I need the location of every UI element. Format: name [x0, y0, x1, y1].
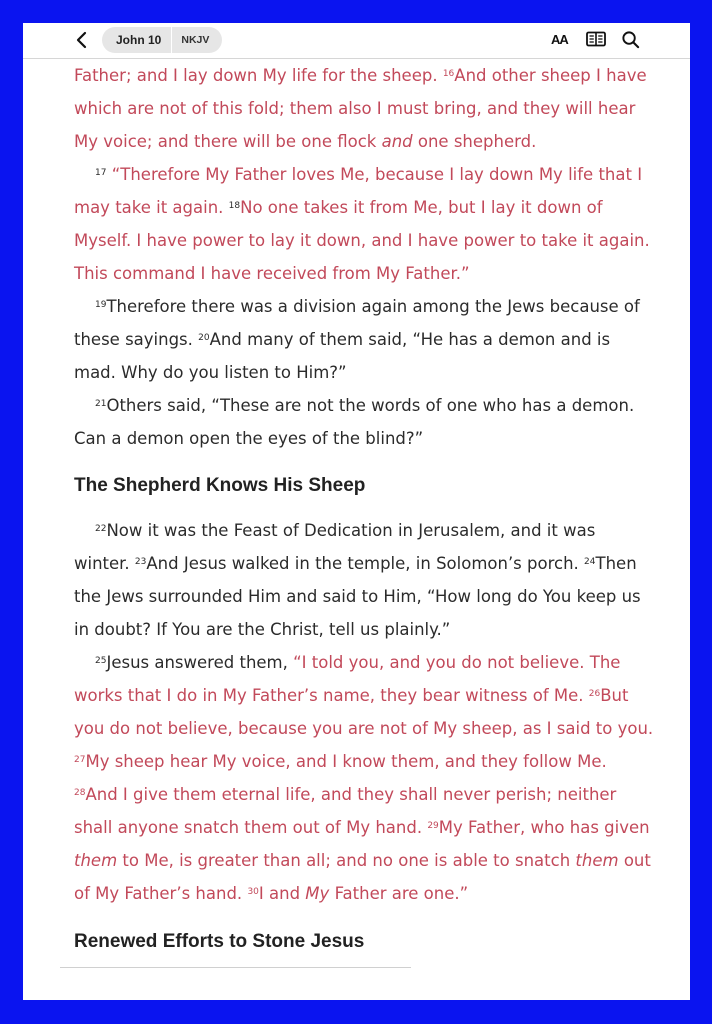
verse-number[interactable]: 27 [74, 755, 86, 765]
paragraph-verses-19-20 [74, 290, 654, 389]
verse-number[interactable]: 22 [95, 524, 107, 534]
search-icon[interactable] [621, 30, 640, 49]
version-button[interactable]: NKJV [171, 27, 222, 53]
verse-number[interactable]: 23 [134, 557, 147, 567]
verse-number[interactable]: 26 [588, 689, 601, 699]
section-heading: The Shepherd Knows His Sheep [74, 475, 366, 496]
italic-word: and [381, 132, 413, 151]
app-frame [23, 23, 690, 1000]
verse-text: My Father, who has given [438, 818, 650, 837]
verse-text: one shepherd. [417, 132, 537, 151]
italic-word: them [575, 851, 619, 870]
paragraph-verses-15-16 [74, 59, 654, 158]
scripture-text [74, 59, 654, 954]
verse-text: But you do not believe, because you are not of My sheep, as I said to you. [74, 686, 654, 738]
verse-text: to Me, is greater than all; and no one is able to snatch [122, 851, 571, 870]
verse-text: Jesus answered them, [106, 653, 288, 672]
verse-number[interactable]: 21 [95, 399, 107, 409]
verse-text: And Jesus walked in the temple, in Solomon’s porch. [146, 554, 579, 573]
verse-text: Then the Jews surrounded Him and said to Him, “How long do You keep us in doubt? If You are the Christ, tell us plainly.” [74, 554, 641, 639]
verse-text: Now it was the Feast of Dedication in Jerusalem, and it was winter. [74, 521, 596, 573]
section-heading: Renewed Efforts to Stone Jesus [74, 931, 365, 952]
verse-number[interactable]: 25 [95, 656, 107, 666]
paragraph-verse-21 [74, 389, 654, 455]
verse-number[interactable]: 24 [584, 557, 596, 567]
verse-text: Father; and I lay down My life for the sheep. [74, 66, 438, 85]
verse-number[interactable]: 19 [95, 300, 107, 310]
verse-number[interactable]: 17 [95, 168, 107, 178]
italic-word: them [74, 851, 118, 870]
bottom-divider [60, 967, 411, 968]
paragraph-verses-22-24 [74, 514, 654, 646]
verse-text: Father are one.” [334, 884, 469, 903]
italic-word: My [305, 884, 330, 903]
verse-number[interactable]: 16 [442, 69, 455, 79]
verse-text: “I told you, and you do not believe. The works that I do in My Father’s name, they bear witness of Me. [74, 653, 621, 705]
verse-text: No one takes it from Me, but I lay it down of Myself. I have power to lay it down, and I have power to take it again. This command I have received from My Father.” [74, 198, 650, 283]
verse-text: out of My Father’s hand. [74, 851, 651, 903]
book-icon[interactable] [586, 31, 606, 47]
verse-text: I and [258, 884, 301, 903]
verse-number[interactable]: 20 [198, 333, 210, 343]
verse-text: “Therefore My Father loves Me, because I lay down My life that I may take it again. [74, 165, 643, 217]
book-chapter-button[interactable]: John 10 [116, 33, 162, 47]
verse-text: Others said, “These are not the words of one who has a demon. Can a demon open the eyes of the blind?” [74, 396, 635, 448]
verse-number[interactable]: 29 [427, 821, 439, 831]
verse-text: My sheep hear My voice, and I know them, and they follow Me. [85, 752, 607, 771]
verse-text: And many of them said, “He has a demon and is mad. Why do you listen to Him?” [74, 330, 611, 382]
font-size-icon[interactable] [551, 32, 568, 47]
verse-text: And other sheep I have which are not of this fold; them also I must bring, and they will hear My voice; and there will be one flock [74, 66, 647, 151]
font-size-label: AA [551, 32, 568, 47]
top-toolbar [23, 23, 690, 59]
paragraph-verses-25-30 [74, 646, 654, 910]
verse-text: Therefore there was a division again among the Jews because of these sayings. [74, 297, 640, 349]
reference-selector [102, 27, 222, 53]
paragraph-verses-17-18 [74, 158, 654, 290]
verse-number[interactable]: 28 [74, 788, 86, 798]
chevron-left-icon[interactable] [73, 30, 91, 50]
verse-number[interactable]: 30 [247, 887, 259, 897]
verse-number[interactable]: 18 [228, 201, 241, 211]
verse-text: And I give them eternal life, and they shall never perish; neither shall anyone snatch them out of My hand. [74, 785, 617, 837]
